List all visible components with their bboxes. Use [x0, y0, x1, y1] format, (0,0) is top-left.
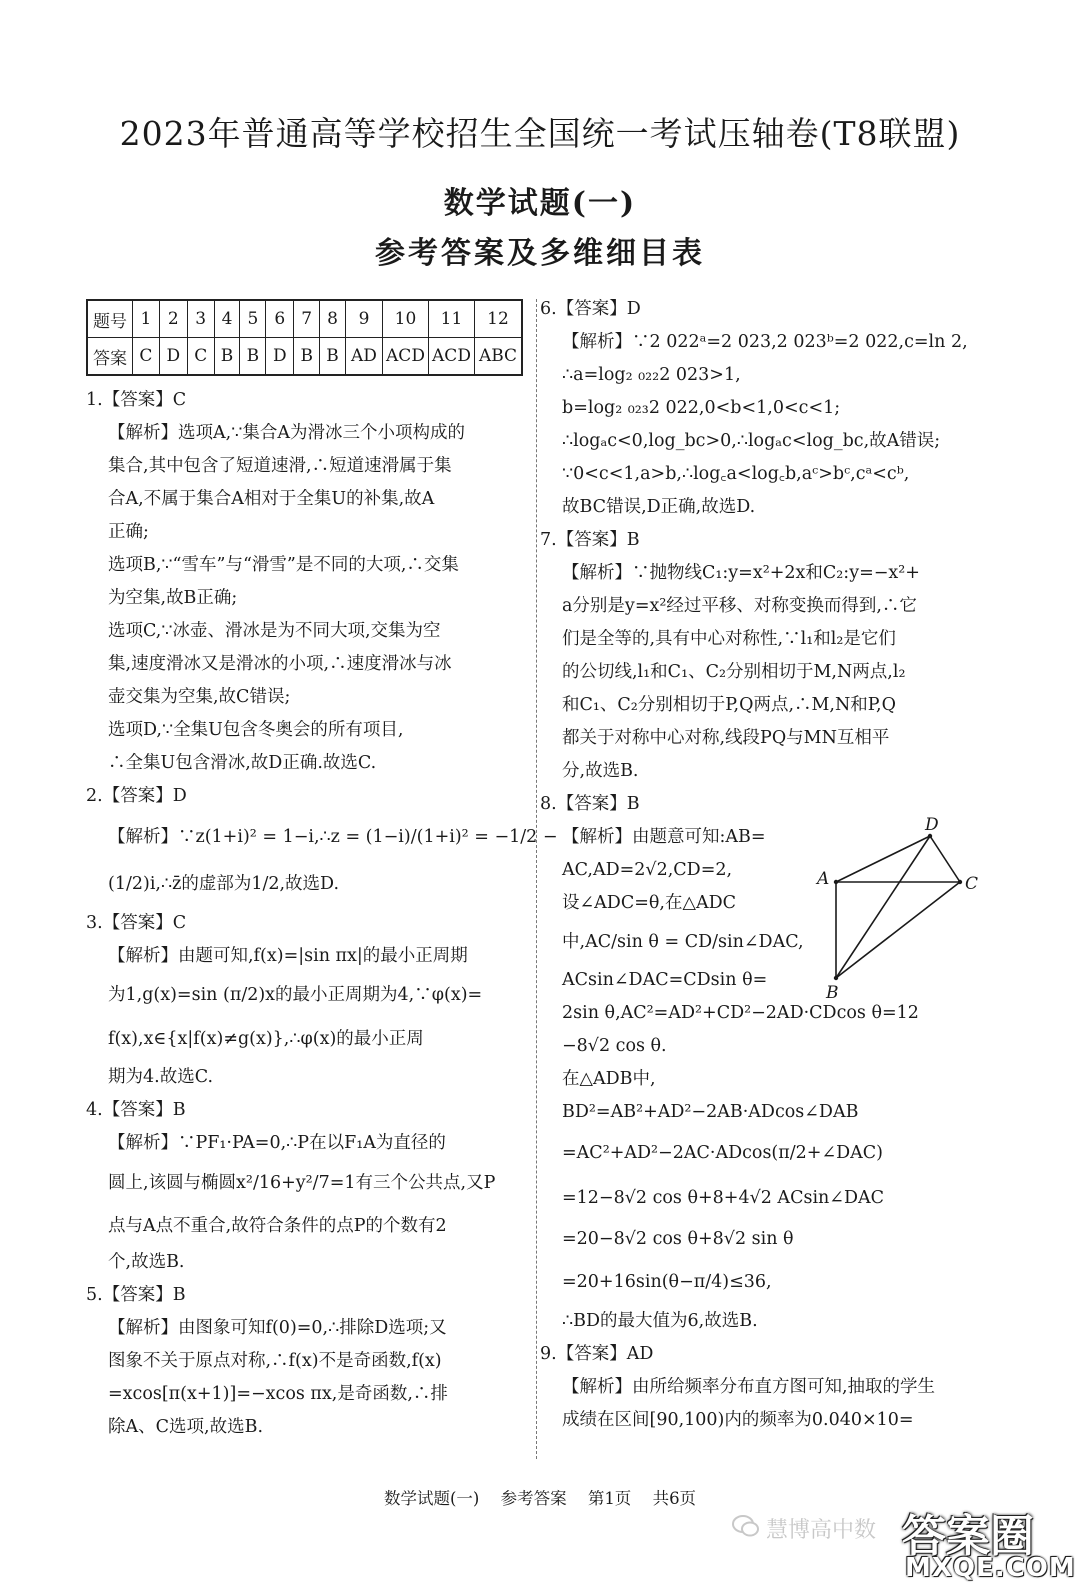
text-line: 合A,不属于集合A相对于全集U的补集,故A: [108, 489, 435, 509]
text-line: 的公切线,l₁和C₁、C₂分别相切于M,N两点,l₂: [562, 662, 906, 682]
text-line: 为空集,故B正确;: [108, 588, 238, 608]
point-a: [834, 880, 838, 884]
table-cell: 2: [159, 300, 187, 338]
point-c: [958, 880, 962, 884]
text-line: 【解析】∵z(1+i)² = 1−i,∴z = (1−i)/(1+i)² = −1/2 −: [108, 827, 558, 847]
label-d: D: [925, 815, 939, 835]
text-line: =xcos[π(x+1)]=−xcos πx,是奇函数,∴排: [108, 1384, 448, 1404]
table-cell: 10: [383, 300, 429, 338]
text-line: 正确;: [108, 522, 149, 542]
geometry-diagram: [812, 810, 984, 1002]
text-line: 2sin θ,AC²=AD²+CD²−2AD·CDcos θ=12: [562, 1003, 919, 1023]
answer-table: [86, 299, 523, 376]
table-cell: D: [266, 338, 294, 376]
text-line: ∴全集U包含滑冰,故D正确.故选C.: [108, 753, 377, 773]
text-line: b=log₂ ₀₂₃2 022,0<b<1,0<c<1;: [562, 398, 841, 418]
text-line: 为1,g(x)=sin (π/2)x的最小正周期为4,∵φ(x)=: [108, 985, 483, 1005]
text-line: 分,故选B.: [562, 761, 639, 781]
text-line: 【解析】∵2 022ᵃ=2 023,2 023ᵇ=2 022,c=ln 2,: [562, 332, 968, 352]
segment-bc: [836, 882, 960, 978]
text-line: 都关于对称中心对称,线段PQ与MN互相平: [562, 728, 890, 748]
text-line: 1.【答案】C: [86, 390, 187, 410]
text-line: ∴logₐc<0,log_bc>0,∴logₐc<log_bc,故A错误;: [562, 431, 941, 451]
text-line: =AC²+AD²−2AC·ADcos(π/2+∠DAC): [562, 1143, 883, 1163]
point-b: [834, 976, 838, 980]
watermark-url: MXQE.COM: [905, 1553, 1076, 1583]
text-line: 们是全等的,具有中心对称性,∵l₁和l₂是它们: [562, 629, 896, 649]
text-line: 【解析】选项A,∵集合A为滑冰三个小项构成的: [108, 423, 465, 443]
left-column: [86, 384, 558, 1444]
footer-subject: 数学试题(一): [383, 1489, 480, 1508]
text-line: 【解析】∵PF₁·PA=0,∴P在以F₁A为直径的: [108, 1133, 446, 1153]
text-line: 【解析】由所给频率分布直方图可知,抽取的学生: [562, 1377, 936, 1397]
table-cell: C: [133, 338, 160, 376]
text-line: 圆上,该圆与椭圆x²/16+y²/7=1有三个公共点,又P: [108, 1173, 496, 1193]
text-line: 7.【答案】B: [540, 530, 640, 550]
table-cell: 12: [475, 300, 523, 338]
table-row-answers: [87, 338, 522, 376]
text-line: 集,速度滑冰又是滑冰的小项,∴速度滑冰与冰: [108, 654, 452, 674]
text-line: 6.【答案】D: [540, 299, 641, 319]
segment-ad: [836, 836, 930, 882]
text-line: ∴a=log₂ ₀₂₂2 023>1,: [562, 365, 741, 385]
text-line: ACsin∠DAC=CDsin θ=: [562, 970, 768, 990]
text-line: (1/2)i,∴z̄的虚部为1/2,故选D.: [108, 874, 340, 894]
text-line: 期为4.故选C.: [108, 1067, 214, 1087]
row-label-number: 题号: [87, 300, 133, 338]
text-line: 除A、C选项,故选B.: [108, 1417, 264, 1437]
label-b: B: [826, 983, 839, 1002]
text-line: 中,AC/sin θ = CD/sin∠DAC,: [562, 932, 804, 952]
text-line: 5.【答案】B: [86, 1285, 186, 1305]
text-line: 选项D,∵全集U包含冬奥会的所有项目,: [108, 720, 404, 740]
table-cell: 1: [133, 300, 160, 338]
footer-total: 共6页: [652, 1489, 697, 1508]
paper-subtitle: 数学试题(一): [443, 186, 637, 221]
text-line: f(x),x∈{x|f(x)≠g(x)},∴φ(x)的最小正周: [108, 1029, 424, 1049]
text-line: 点与A点不重合,故符合条件的点P的个数有2: [108, 1216, 447, 1236]
table-cell: 6: [266, 300, 294, 338]
text-line: 3.【答案】C: [86, 913, 187, 933]
text-line: ∵0<c<1,a>b,∴log꜀a<log꜀b,aᶜ>bᶜ,cᵃ<cᵇ,: [562, 464, 910, 484]
table-cell: B: [214, 338, 240, 376]
text-line: ∴BD的最大值为6,故选B.: [562, 1311, 758, 1331]
text-line: 选项B,∵“雪车”与“滑雪”是不同的大项,∴交集: [108, 555, 459, 575]
text-line: 在△ADB中,: [562, 1069, 656, 1089]
table-cell: AD: [346, 338, 383, 376]
segment-dc: [930, 836, 960, 882]
text-line: −8√2 cos θ.: [562, 1036, 667, 1056]
table-cell: C: [187, 338, 214, 376]
text-line: 2.【答案】D: [86, 786, 187, 806]
text-line: AC,AD=2√2,CD=2,: [562, 860, 733, 880]
table-cell: 3: [187, 300, 214, 338]
text-line: 8.【答案】B: [540, 794, 640, 814]
text-line: 设∠ADC=θ,在△ADC: [562, 893, 737, 913]
table-cell: 7: [294, 300, 320, 338]
table-cell: B: [294, 338, 320, 376]
watermark-account: 慧博高中数: [766, 1518, 877, 1543]
text-line: 集合,其中包含了短道速滑,∴短道速滑属于集: [108, 456, 452, 476]
text-line: 个,故选B.: [108, 1252, 185, 1272]
row-label-answer: 答案: [87, 338, 133, 376]
table-cell: 9: [346, 300, 383, 338]
text-line: 9.【答案】AD: [540, 1344, 654, 1364]
text-line: 成绩在区间[90,100)内的频率为0.040×10=: [562, 1410, 914, 1430]
text-line: 故BC错误,D正确,故选D.: [562, 497, 756, 517]
table-cell: 4: [214, 300, 240, 338]
label-c: C: [965, 874, 979, 894]
text-line: =20+16sin(θ−π/4)≤36,: [562, 1272, 772, 1292]
text-line: 图象不关于原点对称,∴f(x)不是奇函数,f(x): [108, 1351, 442, 1371]
table-cell: 5: [240, 300, 266, 338]
watermark-logo: 答案圈: [902, 1511, 1034, 1562]
table-row-numbers: [87, 300, 522, 338]
table-cell: B: [240, 338, 266, 376]
footer-page: 第1页: [587, 1489, 632, 1508]
text-line: 【解析】由题意可知:AB=: [562, 827, 766, 847]
table-cell: ABC: [475, 338, 523, 376]
text-line: 4.【答案】B: [86, 1100, 186, 1120]
text-line: a分别是y=x²经过平移、对称变换而得到,∴它: [562, 596, 917, 616]
text-line: 【解析】∵抛物线C₁:y=x²+2x和C₂:y=−x²+: [562, 563, 920, 583]
table-cell: D: [159, 338, 187, 376]
table-cell: 8: [320, 300, 346, 338]
segment-bd: [836, 836, 930, 978]
table-cell: ACD: [429, 338, 475, 376]
text-line: 选项C,∵冰壶、滑冰是为不同大项,交集为空: [108, 621, 441, 641]
footer-doc: 参考答案: [500, 1489, 567, 1508]
text-line: 和C₁、C₂分别相切于P,Q两点,∴M,N和P,Q: [562, 695, 896, 715]
table-cell: B: [320, 338, 346, 376]
exam-title: 2023年普通高等学校招生全国统一考试压轴卷(T8联盟): [119, 114, 961, 153]
table-cell: 11: [429, 300, 475, 338]
text-line: 【解析】由题可知,f(x)=|sin πx|的最小正周期: [108, 946, 468, 966]
section-title: 参考答案及多维细目表: [375, 236, 705, 271]
text-line: =12−8√2 cos θ+8+4√2 ACsin∠DAC: [562, 1188, 885, 1208]
text-line: 壶交集为空集,故C错误;: [108, 687, 291, 707]
text-line: BD²=AB²+AD²−2AB·ADcos∠DAB: [562, 1102, 859, 1122]
table-cell: ACD: [383, 338, 429, 376]
text-line: 【解析】由图象可知f(0)=0,∴排除D选项;又: [108, 1318, 447, 1338]
wechat-icon: [732, 1513, 760, 1539]
text-line: =20−8√2 cos θ+8√2 sin θ: [562, 1229, 794, 1249]
column-divider: [536, 299, 537, 1459]
label-a: A: [817, 869, 830, 889]
